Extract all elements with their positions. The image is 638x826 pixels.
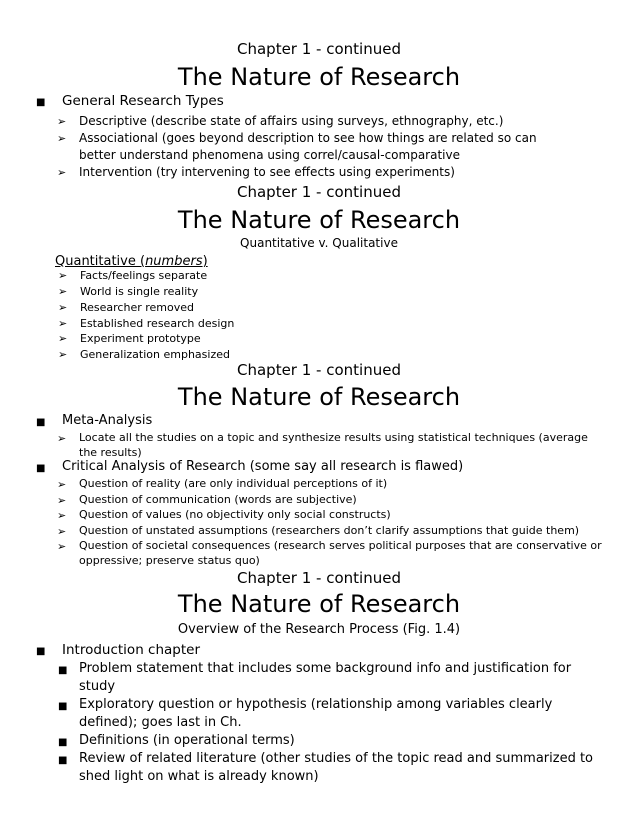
section2-caption: Quantitative v. Qualitative	[240, 236, 398, 250]
list-item: shed light on what is already known)	[79, 769, 319, 784]
list-item: Definitions (in operational terms)	[79, 733, 295, 748]
list-item: Exploratory question or hypothesis (relationship among variables clearly	[79, 697, 553, 712]
section3-title: The Nature of Research	[177, 383, 461, 411]
list-item: Facts/feelings separate	[80, 269, 208, 282]
section4-caption: Overview of the Research Process (Fig. 1.4)	[177, 622, 461, 637]
list-item: Researcher removed	[80, 301, 194, 314]
arrow-bullet-icon: ➢	[57, 494, 67, 507]
list-item: Intervention (try intervening to see effects using experiments)	[79, 165, 455, 179]
section1-heading: General Research Types	[62, 93, 224, 109]
section3-subtitle: Chapter 1 - continued	[237, 361, 401, 379]
arrow-bullet-icon: ➢	[58, 348, 68, 361]
list-item: Question of values (no objectivity only social constructs)	[79, 508, 391, 521]
section2-title: The Nature of Research	[177, 206, 461, 234]
list-item: Experiment prototype	[80, 332, 201, 345]
arrow-bullet-icon: ➢	[57, 525, 67, 538]
arrow-bullet-icon: ➢	[57, 432, 67, 445]
list-item: Question of unstated assumptions (researchers don’t clarify assumptions that guide them)	[79, 524, 580, 537]
arrow-bullet-icon: ➢	[58, 301, 68, 314]
list-item: Question of communication (words are subjective)	[79, 493, 357, 506]
square-bullet-icon: ■	[36, 646, 46, 657]
section4-heading: Introduction chapter	[62, 642, 201, 658]
arrow-bullet-icon: ➢	[57, 540, 67, 553]
arrow-bullet-icon: ➢	[58, 269, 68, 282]
section2-subtitle: Chapter 1 - continued	[237, 183, 401, 201]
list-item: Descriptive (describe state of affairs using surveys, ethnography, etc.)	[79, 114, 504, 128]
section1-title: The Nature of Research	[177, 63, 461, 91]
list-item: World is single reality	[80, 285, 199, 298]
list-item: Review of related literature (other studies of the topic read and summarized to	[79, 751, 594, 766]
arrow-bullet-icon: ➢	[57, 166, 67, 179]
square-bullet-icon: ■	[58, 701, 68, 712]
list-item: Problem statement that includes some background info and justification for	[79, 661, 572, 676]
list-item: Locate all the studies on a topic and synthesize results using statistical techniques (average	[79, 431, 588, 444]
list-item: defined); goes last in Ch.	[79, 715, 242, 730]
square-bullet-icon: ■	[58, 665, 68, 676]
list-item: oppressive; preserve status quo)	[79, 554, 260, 567]
list-item: the results)	[79, 446, 142, 459]
arrow-bullet-icon: ➢	[57, 115, 67, 128]
critical-analysis-heading: Critical Analysis of Research (some say all research is flawed)	[62, 459, 464, 474]
heading-prefix: Quantitative (	[55, 254, 146, 269]
arrow-bullet-icon: ➢	[58, 332, 68, 345]
section4-subtitle: Chapter 1 - continued	[237, 569, 401, 587]
section2-heading	[55, 254, 208, 269]
square-bullet-icon: ■	[36, 97, 46, 108]
square-bullet-icon: ■	[58, 755, 68, 766]
meta-analysis-heading: Meta-Analysis	[62, 413, 153, 428]
section1-subtitle: Chapter 1 - continued	[237, 40, 401, 58]
list-item: better understand phenomena using correl/causal-comparative	[79, 148, 460, 162]
arrow-bullet-icon: ➢	[58, 317, 68, 330]
square-bullet-icon: ■	[36, 463, 46, 474]
arrow-bullet-icon: ➢	[57, 478, 67, 491]
list-item: Generalization emphasized	[80, 348, 230, 361]
square-bullet-icon: ■	[36, 417, 46, 428]
arrow-bullet-icon: ➢	[58, 285, 68, 298]
list-item: Question of reality (are only individual perceptions of it)	[79, 477, 388, 490]
heading-suffix: )	[202, 254, 208, 269]
arrow-bullet-icon: ➢	[57, 509, 67, 522]
heading-emphasis: numbers	[145, 254, 203, 269]
section4-title: The Nature of Research	[177, 590, 461, 618]
square-bullet-icon: ■	[58, 737, 68, 748]
list-item: Associational (goes beyond description to see how things are related so can	[79, 131, 537, 145]
list-item: Established research design	[80, 317, 235, 330]
list-item: Question of societal consequences (research serves political purposes that are conservative or	[79, 539, 602, 552]
arrow-bullet-icon: ➢	[57, 132, 67, 145]
list-item: study	[79, 679, 116, 694]
